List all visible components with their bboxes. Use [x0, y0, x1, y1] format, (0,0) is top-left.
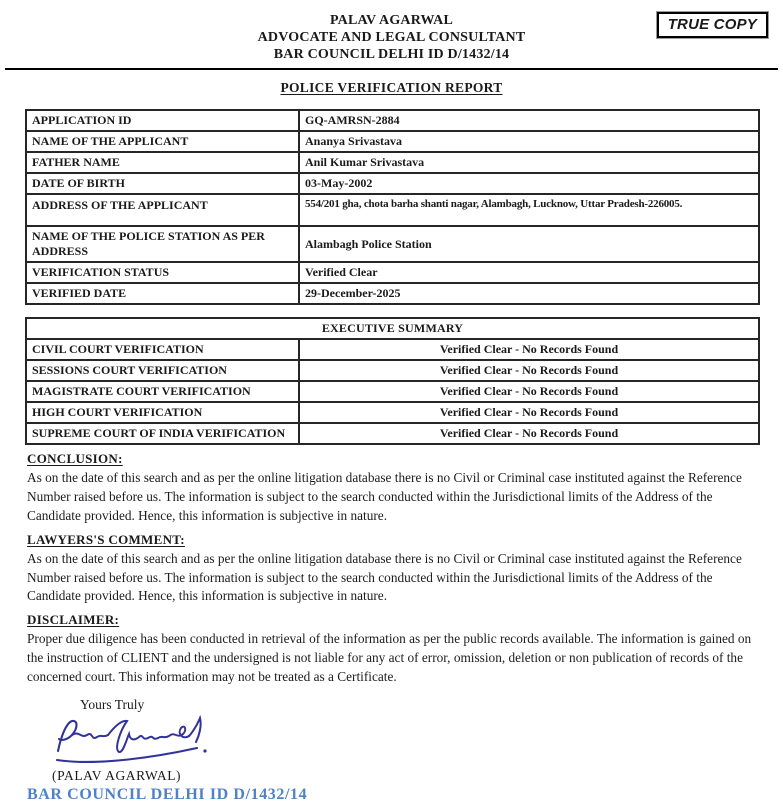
conclusion-section: [27, 451, 760, 526]
field-label: SESSIONS COURT VERIFICATION: [26, 360, 299, 381]
field-value: Verified Clear - No Records Found: [299, 360, 759, 381]
row-sessions-court: [26, 360, 759, 381]
true-copy-stamp: [657, 12, 768, 38]
field-value: Verified Clear - No Records Found: [299, 402, 759, 423]
field-value: Alambagh Police Station: [299, 226, 759, 262]
disclaimer-section: [27, 612, 760, 687]
field-label: SUPREME COURT OF INDIA VERIFICATION: [26, 423, 299, 444]
field-label: VERIFICATION STATUS: [26, 262, 299, 283]
row-supreme-court: [26, 423, 759, 444]
row-father-name: [26, 152, 759, 173]
signatory-name: (PALAV AGARWAL): [52, 767, 182, 783]
field-value: GQ-AMRSN-2884: [299, 110, 759, 131]
conclusion-body: As on the date of this search and as per the online litigation database there is no Civil or Criminal case instituted against the Reference Number raised before us. The information is subject to the search conducted within the Jurisdictional limits of the Address of the Candidate provided. Hence, this information is subjective in nature.: [27, 470, 742, 523]
conclusion-heading: CONCLUSION:: [27, 451, 123, 466]
handwritten-signature-icon: [48, 715, 783, 767]
field-value: 29-December-2025: [299, 283, 759, 304]
field-value: Ananya Srivastava: [299, 131, 759, 152]
disclaimer-body: Proper due diligence has been conducted in retrieval of the information as per the public records available. The information is gained on the instruction of CLIENT and the undersigned is not liable for any act of error, omission, deletion or non publication of records of the concerned court. This information may not be treated as a Certificate.: [27, 631, 752, 684]
row-date-of-birth: [26, 173, 759, 194]
row-magistrate-court: [26, 381, 759, 402]
executive-summary-table: [25, 317, 760, 445]
disclaimer-heading: DISCLAIMER:: [27, 612, 120, 628]
row-applicant-name: [26, 131, 759, 152]
field-label: ADDRESS OF THE APPLICANT: [26, 194, 299, 226]
row-police-station: [26, 226, 759, 262]
field-label: NAME OF THE APPLICANT: [26, 131, 299, 152]
true-copy-label: TRUE COPY: [667, 16, 757, 33]
field-value: 554/201 gha, chota barha shanti nagar, Alambagh, Lucknow, Uttar Pradesh-226005.: [299, 194, 759, 226]
advocate-name: PALAV AGARWAL: [329, 13, 454, 28]
bar-council-id-header: BAR COUNCIL DELHI ID D/1432/14: [273, 47, 510, 62]
field-value: Verified Clear: [299, 262, 759, 283]
advocate-title: ADVOCATE AND LEGAL CONSULTANT: [257, 30, 526, 45]
header-divider: [5, 68, 778, 70]
field-label: APPLICATION ID: [26, 110, 299, 131]
row-high-court: [26, 402, 759, 423]
lawyers-comment-heading: LAWYERS'S COMMENT:: [27, 531, 185, 547]
row-verification-status: [26, 262, 759, 283]
field-label: MAGISTRATE COURT VERIFICATION: [26, 381, 299, 402]
field-label: HIGH COURT VERIFICATION: [26, 402, 299, 423]
row-verified-date: [26, 283, 759, 304]
field-label: NAME OF THE POLICE STATION AS PER ADDRESS: [26, 226, 299, 262]
lawyers-comment-body: As on the date of this search and as per the online litigation database there is no Civil or Criminal case instituted against the Reference Number raised before us. The information is subject to the search conducted within the Jurisdictional limits of the Address of the Candidate provided. Hence, this information is subjective in nature.: [27, 550, 742, 604]
row-application-id: [26, 110, 759, 131]
field-value: 03-May-2002: [299, 173, 759, 194]
summary-header-row: [26, 318, 759, 339]
field-value: Anil Kumar Srivastava: [299, 152, 759, 173]
bar-council-id-line: BAR COUNCIL DELHI ID D/1432/14: [27, 785, 308, 803]
field-label: FATHER NAME: [26, 152, 299, 173]
field-label: DATE OF BIRTH: [26, 173, 299, 194]
closing-text: Yours Truly: [80, 696, 145, 712]
field-label: CIVIL COURT VERIFICATION: [26, 339, 299, 360]
report-title: POLICE VERIFICATION REPORT: [280, 80, 503, 95]
field-value: Verified Clear - No Records Found: [299, 423, 759, 444]
applicant-details-table: [25, 109, 760, 305]
field-value: Verified Clear - No Records Found: [299, 381, 759, 402]
row-address: [26, 194, 759, 226]
field-label: VERIFIED DATE: [26, 283, 299, 304]
row-civil-court: [26, 339, 759, 360]
executive-summary-title: EXECUTIVE SUMMARY: [26, 318, 759, 339]
lawyers-comment-section: [27, 532, 760, 607]
field-value: Verified Clear - No Records Found: [299, 339, 759, 360]
